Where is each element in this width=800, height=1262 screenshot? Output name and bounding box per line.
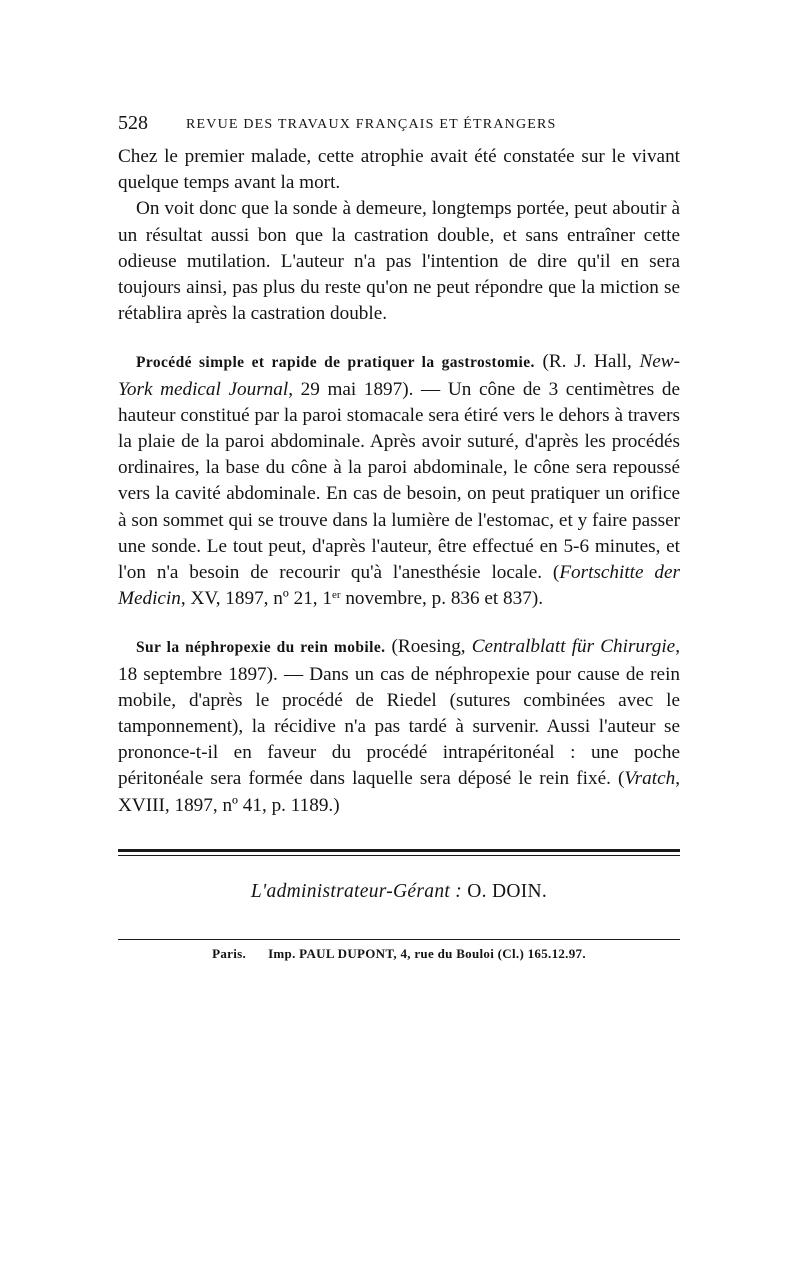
paragraph-first-patient: Chez le premier malade, cette atrophie avait été constatée sur le vivant quelque temps avant la mort. [118,146,680,194]
double-rule [118,849,680,859]
rule-thick [118,849,680,852]
article-body-gastrostomie: — Un cône de 3 centimètres de hauteur constitué par la paroi stomacale sera étiré vers le dehors à travers la plaie de la paroi abdominale. Après avoir suturé, d'après les procédés ordinaires, la base du cône à la paroi abdominale, le cône sera repoussé vers la cavité abdominale. En cas de besoin, on peut pratiquer un orifice à son sommet qui se trouve dans la lumière de l'estomac, et y faire passer une sonde. Le tout peut, d'après l'auteur, être effectué en 5-6 minutes, et l'on n'a besoin de recourir qu'à l'anesthésie locale. ( [118,378,680,584]
page-number: 528 [118,112,148,134]
author-roesing: (Roesing, [385,636,472,658]
reference-journal-vratch: Vratch [624,768,676,790]
article-nephropexie [118,634,680,818]
paragraph-sonde-conclusion: On voit donc que la sonde à demeure, longtemps portée, peut aboutir à un résultat aussi bon que la castration double, et sans entraîner cette odieuse mutilation. L'auteur n'a pas l'intention de dire qu'il en sera toujours ainsi, pas plus du reste qu'on ne peut répondre que la miction se rétablira après la castration double. [118,198,680,325]
page [118,108,680,962]
signature-name: O. DOIN. [462,880,548,902]
author-hall: (R. J. Hall, [542,351,632,373]
article-heading-gastrostomie: Procédé simple et rapide de pratiquer la gastrostomie. [136,354,535,372]
rule-thin [118,855,680,856]
reference-journal-fortschitte: Fortschitte der Medicin [118,562,680,610]
reference-detail-vratch: , XVIII, 1897, nº 41, p. 1189.) [118,768,680,816]
imprint [118,946,680,962]
signature-role: L'administrateur-Gérant : [250,880,463,902]
article-heading-nephropexie: Sur la néphropexie du rein mobile. [136,639,386,657]
imprint-printer: Imp. PAUL DUPONT, 4, rue du Bouloi (Cl.) 165.12.97. [268,945,586,961]
imprint-rule [118,939,680,940]
imprint-city: Paris. [212,945,247,961]
source-date-hall: , 29 mai 1897). [288,378,414,400]
source-journal-ny: New-York medical Journal [118,351,680,400]
reference-detail-a: , XV, 1897, nº 21, 1 [180,588,332,610]
source-journal-centralblatt: Centralblatt für Chirurgie [471,636,676,658]
running-head [118,108,680,144]
article-gastrostomie [118,349,680,612]
article-body-nephropexie: — Dans un cas de néphropexie pour cause de rein mobile, d'après le procédé de Riedel (sutures combinées avec le tamponnement), la récidive n'a pas tardé à survenir. Aussi l'auteur se prononce-t-il en faveur du procédé intrapéritonéal : une poche péritonéale sera formée dans laquelle sera déposé le rein fixé. ( [118,663,680,790]
signature [118,881,680,903]
source-date-roesing: , 18 septembre 1897). [118,636,680,685]
running-title: REVUE DES TRAVAUX FRANÇAIS ET ÉTRANGERS [186,117,557,132]
reference-superscript: er [331,589,341,602]
reference-detail-b: novembre, p. 836 et 837). [340,588,544,610]
